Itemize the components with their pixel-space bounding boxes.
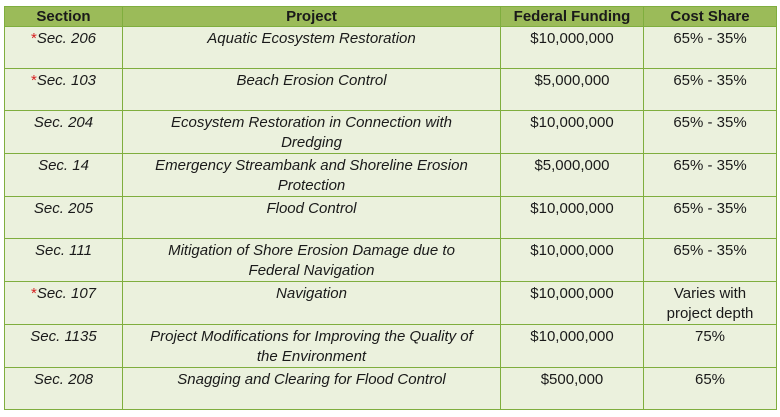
project-name-line1: Navigation	[276, 285, 347, 302]
funding-table	[4, 6, 777, 410]
cost-share-cell	[644, 197, 777, 239]
project-cell	[123, 69, 501, 111]
section-label: Sec. 204	[33, 114, 94, 131]
project-name-line1: Beach Erosion Control	[236, 72, 387, 89]
cost-share-line1: 75%	[694, 328, 726, 345]
project-name-line1: Ecosystem Restoration in Connection with	[171, 114, 452, 131]
section-cell	[5, 239, 123, 282]
header-funding: Federal Funding	[501, 7, 644, 27]
section-label: Sec. 107	[36, 285, 97, 302]
section-label: Sec. 111	[35, 242, 92, 259]
section-label: Sec. 103	[36, 72, 97, 89]
section-cell	[5, 325, 123, 368]
funding-cell: $10,000,000	[501, 239, 644, 282]
cost-share-cell	[644, 154, 777, 197]
funding-cell: $500,000	[501, 368, 644, 410]
section-cell	[5, 154, 123, 197]
project-name-line2: the Environment	[256, 348, 367, 365]
project-cell	[123, 111, 501, 154]
table-row	[5, 282, 777, 325]
asterisk-marker: *	[30, 285, 37, 302]
funding-cell: $10,000,000	[501, 197, 644, 239]
project-name-line2: Protection	[277, 177, 346, 194]
section-cell	[5, 69, 123, 111]
project-cell	[123, 325, 501, 368]
table-row	[5, 239, 777, 282]
project-name-line1: Aquatic Ecosystem Restoration	[207, 30, 416, 47]
table-row	[5, 69, 777, 111]
table-row	[5, 154, 777, 197]
cost-share-line2: project depth	[666, 305, 754, 322]
cost-share-line1: 65% - 35%	[673, 200, 747, 217]
funding-cell: $10,000,000	[501, 27, 644, 69]
section-cell	[5, 368, 123, 410]
table-row	[5, 27, 777, 69]
project-cell	[123, 368, 501, 410]
project-cell	[123, 27, 501, 69]
cost-share-line1: 65% - 35%	[673, 30, 747, 47]
section-cell	[5, 282, 123, 325]
cost-share-cell	[644, 27, 777, 69]
project-name-line2: Federal Navigation	[248, 262, 375, 279]
section-cell	[5, 111, 123, 154]
section-cell	[5, 27, 123, 69]
header-section: Section	[5, 7, 123, 27]
project-cell	[123, 239, 501, 282]
asterisk-marker: *	[30, 30, 37, 47]
project-name-line1: Emergency Streambank and Shoreline Erosion	[155, 157, 468, 174]
project-name-line1: Snagging and Clearing for Flood Control	[177, 371, 446, 388]
section-label: Sec. 208	[33, 371, 94, 388]
project-cell	[123, 282, 501, 325]
cost-share-line1: Varies with	[673, 285, 747, 302]
funding-cell: $5,000,000	[501, 154, 644, 197]
cost-share-line1: 65% - 35%	[673, 157, 747, 174]
cost-share-cell	[644, 282, 777, 325]
table-row	[5, 325, 777, 368]
funding-cell: $5,000,000	[501, 69, 644, 111]
cost-share-cell	[644, 325, 777, 368]
project-name-line2: Dredging	[281, 134, 342, 151]
table-row	[5, 111, 777, 154]
cost-share-line1: 65% - 35%	[673, 72, 747, 89]
table-row	[5, 197, 777, 239]
section-cell	[5, 197, 123, 239]
section-label: Sec. 206	[36, 30, 97, 47]
asterisk-marker: *	[30, 72, 37, 89]
project-cell	[123, 197, 501, 239]
cost-share-line1: 65%	[694, 371, 726, 388]
cost-share-cell	[644, 239, 777, 282]
funding-cell: $10,000,000	[501, 282, 644, 325]
header-row	[5, 7, 777, 27]
funding-cell: $10,000,000	[501, 111, 644, 154]
section-label: Sec. 14	[38, 157, 89, 174]
table-row	[5, 368, 777, 410]
cost-share-cell	[644, 368, 777, 410]
project-name-line1: Mitigation of Shore Erosion Damage due to	[168, 242, 455, 259]
section-label: Sec. 205	[33, 200, 94, 217]
project-cell	[123, 154, 501, 197]
project-name-line1: Project Modifications for Improving the Quality of	[150, 328, 473, 345]
cost-share-line1: 65% - 35%	[673, 242, 747, 259]
project-name-line1: Flood Control	[266, 200, 357, 217]
funding-cell: $10,000,000	[501, 325, 644, 368]
cost-share-line1: 65% - 35%	[673, 114, 747, 131]
header-cost-share: Cost Share	[644, 7, 777, 27]
cost-share-cell	[644, 111, 777, 154]
header-project: Project	[123, 7, 501, 27]
cost-share-cell	[644, 69, 777, 111]
section-label: Sec. 1135	[30, 328, 97, 345]
